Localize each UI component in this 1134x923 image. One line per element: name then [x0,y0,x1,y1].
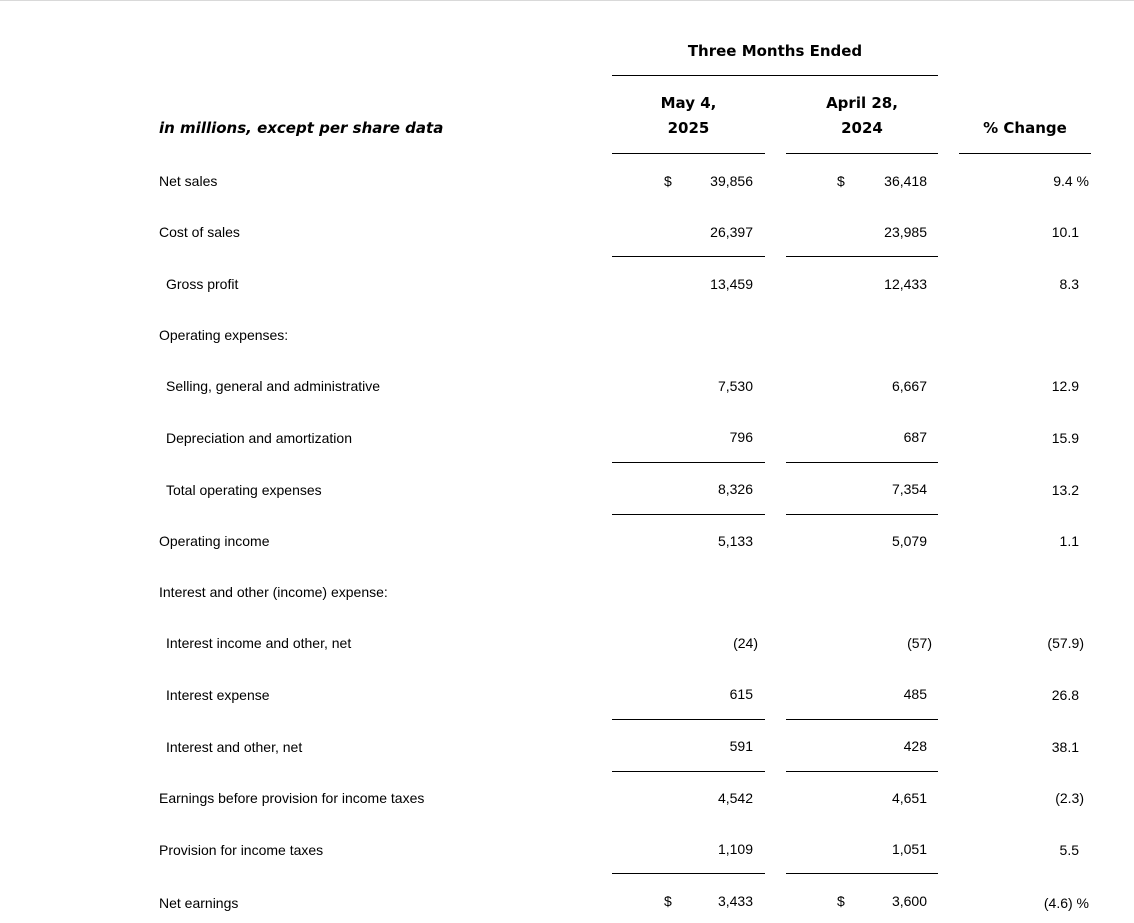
interest-and-other-net-2024: 428 [903,738,927,754]
row-label-interest-and-other-header: Interest and other (income) expense: [159,584,388,600]
earnings-before-taxes-change: (2.3) [1055,790,1084,806]
currency-symbol-2025: $ [664,893,672,909]
interest-income-2025: (24) [733,635,758,651]
row-label-cost-of-sales: Cost of sales [159,224,240,240]
total-operating-expenses-2025: 8,326 [717,481,753,497]
col-2024-header-line1: April 28, [826,94,898,112]
row-label-interest-and-other-net: Interest and other, net [166,739,303,755]
sga-2025: 7,530 [717,378,753,394]
gross-profit-2024: 12,433 [884,276,927,292]
gross-profit-change: 8.3 [1059,276,1079,292]
row-label-provision-for-taxes: Provision for income taxes [159,842,324,858]
subtotal-rule-2025 [612,256,765,257]
interest-income-change: (57.9) [1047,635,1084,651]
subtotal-rule-2024 [786,719,938,720]
operating-income-change: 1.1 [1059,533,1079,549]
net-sales-2025: 39,856 [710,173,753,189]
col-change-header: % Change [983,119,1067,137]
subtotal-rule-2024 [786,514,938,515]
interest-and-other-net-2025: 591 [729,738,753,754]
interest-and-other-net-change: 38.1 [1051,739,1079,755]
provision-for-taxes-2024: 1,051 [891,841,927,857]
subtotal-rule-2025 [612,514,765,515]
subtotal-rule-2024 [786,256,938,257]
subtotal-rule-2025 [612,873,765,874]
depreciation-change: 15.9 [1051,430,1079,446]
currency-symbol-2024: $ [837,893,845,909]
total-operating-expenses-change: 13.2 [1051,482,1079,498]
period-title: Three Months Ended [687,42,863,60]
subtotal-rule-2024 [786,771,938,772]
col-2025-header-line1: May 4, [660,94,717,112]
depreciation-2024: 687 [903,429,927,445]
interest-expense-change: 26.8 [1051,687,1079,703]
provision-for-taxes-2025: 1,109 [717,841,753,857]
sga-change: 12.9 [1051,378,1079,394]
total-operating-expenses-2024: 7,354 [891,481,927,497]
cost-of-sales-2025: 26,397 [710,224,753,240]
row-label-gross-profit: Gross profit [166,276,239,292]
earnings-before-taxes-2024: 4,651 [891,790,927,806]
interest-expense-2024: 485 [903,686,927,702]
row-label-header: in millions, except per share data [159,119,444,137]
row-label-net-earnings: Net earnings [159,895,239,911]
currency-symbol-2025: $ [664,173,672,189]
subtotal-rule-2025 [612,719,765,720]
header-rule-change [959,153,1091,154]
row-label-depreciation: Depreciation and amortization [166,430,352,446]
period-title-rule [612,75,938,76]
col-2024-header-line2: 2024 [841,119,883,137]
row-label-earnings-before-taxes: Earnings before provision for income taxes [159,790,425,806]
row-label-operating-income: Operating income [159,533,270,549]
currency-symbol-2024: $ [837,173,845,189]
depreciation-2025: 796 [729,429,753,445]
header-rule-2025 [612,153,765,154]
row-label-operating-expenses: Operating expenses: [159,327,289,343]
net-earnings-2024: 3,600 [891,893,927,909]
gross-profit-2025: 13,459 [710,276,753,292]
subtotal-rule-2025 [612,462,765,463]
row-label-interest-expense: Interest expense [166,687,270,703]
subtotal-rule-2024 [786,873,938,874]
row-label-sga: Selling, general and administrative [166,378,381,394]
operating-income-2024: 5,079 [891,533,927,549]
row-label-total-operating-expenses: Total operating expenses [166,482,322,498]
net-earnings-2025: 3,433 [717,893,753,909]
row-label-interest-income: Interest income and other, net [166,635,352,651]
earnings-before-taxes-2025: 4,542 [717,790,753,806]
subtotal-rule-2024 [786,462,938,463]
header-rule-2024 [786,153,938,154]
interest-expense-2025: 615 [729,686,753,702]
cost-of-sales-change: 10.1 [1051,224,1079,240]
top-border [0,0,1134,1]
cost-of-sales-2024: 23,985 [884,224,927,240]
interest-income-2024: (57) [907,635,932,651]
col-2025-header-line2: 2025 [667,119,710,137]
sga-2024: 6,667 [891,378,927,394]
net-sales-2024: 36,418 [884,173,927,189]
row-label-net-sales: Net sales [159,173,218,189]
net-sales-change: 9.4 % [1053,173,1089,189]
net-earnings-change: (4.6) % [1043,895,1089,911]
subtotal-rule-2025 [612,771,765,772]
provision-for-taxes-change: 5.5 [1059,842,1079,858]
operating-income-2025: 5,133 [717,533,753,549]
